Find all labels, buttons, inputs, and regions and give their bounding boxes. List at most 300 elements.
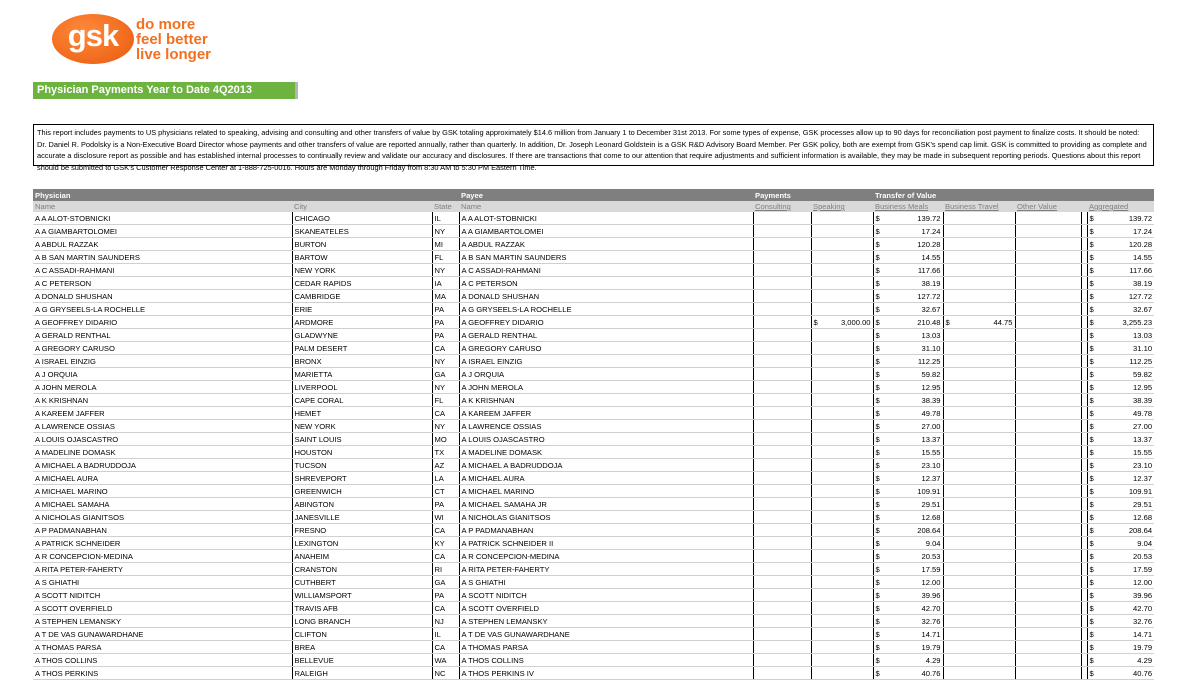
business-meals-value: 112.25 [917,356,941,366]
state: NY [432,264,459,277]
business-meals [873,641,943,654]
brand-tagline [136,17,211,62]
table-row [33,225,1154,238]
speaking [811,420,873,433]
city: HOUSTON [292,446,432,459]
aggregated-value: 20.53 [1133,551,1153,561]
aggregated [1087,277,1154,290]
business-meals-value: 14.55 [921,252,941,262]
physician-name: A THOS PERKINS [33,667,292,680]
table-row [33,381,1154,394]
city: BARTOW [292,251,432,264]
payee-name: A SCOTT OVERFIELD [459,602,753,615]
currency-symbol: $ [875,434,880,444]
table-row [33,563,1154,576]
consulting [753,485,811,498]
business-meals [873,537,943,550]
table-row [33,316,1154,329]
state: PA [432,316,459,329]
city: CAMBRIDGE [292,290,432,303]
aggregated [1087,420,1154,433]
currency-symbol: $ [1089,512,1094,522]
consulting [753,290,811,303]
currency-symbol: $ [813,317,818,327]
consulting [753,446,811,459]
business-travel [943,290,1015,303]
payee-name: A THOMAS PARSA [459,641,753,654]
business-meals-value: 15.55 [921,447,941,457]
consulting [753,459,811,472]
speaking [811,537,873,550]
currency-symbol: $ [875,499,880,509]
physician-name: A B SAN MARTIN SAUNDERS [33,251,292,264]
currency-symbol: $ [875,265,880,275]
currency-symbol: $ [1089,655,1094,665]
city: LIVERPOOL [292,381,432,394]
payee-name: A MADELINE DOMASK [459,446,753,459]
physician-name: A J ORQUIA [33,368,292,381]
aggregated [1087,355,1154,368]
physician-name: A THOMAS PARSA [33,641,292,654]
currency-symbol: $ [875,382,880,392]
aggregated [1087,654,1154,667]
city: BREA [292,641,432,654]
group-header-row [33,189,1154,201]
speaking [811,290,873,303]
tagline-line-1: do more [136,16,196,33]
aggregated [1087,628,1154,641]
payee-name: A STEPHEN LEMANSKY [459,615,753,628]
business-travel [943,407,1015,420]
currency-symbol: $ [875,525,880,535]
other-value [1015,303,1081,316]
business-meals-value: 208.64 [917,525,941,535]
aggregated-value: 32.76 [1133,616,1153,626]
payee-name: A ABDUL RAZZAK [459,238,753,251]
consulting [753,316,811,329]
currency-symbol: $ [1089,330,1094,340]
aggregated-value: 13.37 [1133,434,1153,444]
aggregated [1087,381,1154,394]
currency-symbol: $ [1089,408,1094,418]
other-value [1015,576,1081,589]
business-meals [873,563,943,576]
business-meals-value: 12.00 [921,577,941,587]
physician-name: A GEOFFREY DIDARIO [33,316,292,329]
business-meals [873,589,943,602]
table-row [33,342,1154,355]
speaking [811,433,873,446]
currency-symbol: $ [875,473,880,483]
business-meals [873,329,943,342]
business-travel [943,576,1015,589]
other-value [1015,589,1081,602]
consulting [753,628,811,641]
business-meals [873,615,943,628]
business-meals [873,654,943,667]
speaking [811,251,873,264]
currency-symbol: $ [1089,460,1094,470]
other-value [1015,563,1081,576]
physician-name: A GERALD RENTHAL [33,329,292,342]
aggregated [1087,550,1154,563]
payee-name: A PATRICK SCHNEIDER II [459,537,753,550]
business-meals-value: 32.67 [921,304,941,314]
business-travel [943,602,1015,615]
aggregated [1087,589,1154,602]
speaking [811,264,873,277]
payee-name: A GERALD RENTHAL [459,329,753,342]
business-meals-value: 13.03 [921,330,941,340]
state: RI [432,563,459,576]
city: SAINT LOUIS [292,433,432,446]
aggregated [1087,524,1154,537]
business-travel [943,667,1015,680]
other-value [1015,446,1081,459]
other-value [1015,459,1081,472]
payee-name: A A GIAMBARTOLOMEI [459,225,753,238]
payee-name: A T DE VAS GUNAWARDHANE [459,628,753,641]
aggregated [1087,576,1154,589]
table-row [33,329,1154,342]
speaking [811,511,873,524]
currency-symbol: $ [1089,239,1094,249]
aggregated-value: 14.55 [1133,252,1153,262]
state: CA [432,407,459,420]
state: FL [432,251,459,264]
speaking [811,563,873,576]
currency-symbol: $ [875,421,880,431]
business-travel [943,459,1015,472]
payee-name: A SCOTT NIDITCH [459,589,753,602]
currency-symbol: $ [1089,343,1094,353]
business-meals [873,368,943,381]
business-meals-value: 12.95 [921,382,941,392]
business-meals-value: 19.79 [921,642,941,652]
business-travel [943,355,1015,368]
speaking [811,615,873,628]
business-travel [943,303,1015,316]
aggregated [1087,615,1154,628]
physician-name: A SCOTT NIDITCH [33,589,292,602]
business-travel [943,368,1015,381]
business-travel-value: 44.75 [993,317,1013,327]
consulting [753,641,811,654]
aggregated [1087,290,1154,303]
state: KY [432,537,459,550]
currency-symbol: $ [875,551,880,561]
aggregated [1087,459,1154,472]
consulting [753,537,811,550]
state: NC [432,667,459,680]
aggregated [1087,238,1154,251]
consulting [753,303,811,316]
state: MI [432,238,459,251]
consulting [753,667,811,680]
physician-name: A P PADMANABHAN [33,524,292,537]
business-meals [873,381,943,394]
state: CA [432,641,459,654]
table-row [33,290,1154,303]
table-row [33,667,1154,680]
business-meals-value: 49.78 [921,408,941,418]
currency-symbol: $ [875,304,880,314]
business-meals-value: 20.53 [921,551,941,561]
currency-symbol: $ [875,538,880,548]
aggregated [1087,537,1154,550]
consulting [753,329,811,342]
other-value [1015,498,1081,511]
payee-name: A G GRYSEELS-LA ROCHELLE [459,303,753,316]
table-row [33,628,1154,641]
currency-symbol: $ [1089,265,1094,275]
speaking [811,394,873,407]
speaking [811,368,873,381]
consulting [753,563,811,576]
aggregated-value: 40.76 [1133,668,1153,678]
aggregated [1087,407,1154,420]
aggregated-value: 3,255.23 [1122,317,1153,327]
table-row [33,420,1154,433]
city: SHREVEPORT [292,472,432,485]
business-meals [873,472,943,485]
state: IL [432,212,459,225]
business-meals [873,550,943,563]
city: ERIE [292,303,432,316]
currency-symbol: $ [1089,473,1094,483]
physician-name: A C PETERSON [33,277,292,290]
city: TRAVIS AFB [292,602,432,615]
payee-name: A S GHIATHI [459,576,753,589]
speaking [811,238,873,251]
aggregated [1087,667,1154,680]
payee-name: A NICHOLAS GIANITSOS [459,511,753,524]
physician-name: A MICHAEL A BADRUDDOJA [33,459,292,472]
aggregated-value: 14.71 [1133,629,1153,639]
consulting [753,342,811,355]
aggregated-value: 59.82 [1133,369,1153,379]
business-meals [873,667,943,680]
business-meals-value: 120.28 [917,239,941,249]
state: MO [432,433,459,446]
city: LEXINGTON [292,537,432,550]
consulting [753,576,811,589]
business-travel [943,251,1015,264]
state: NY [432,355,459,368]
payee-name: A R CONCEPCION-MEDINA [459,550,753,563]
business-meals [873,485,943,498]
currency-symbol: $ [1089,603,1094,613]
business-meals [873,407,943,420]
physician-name: A MICHAEL SAMAHA [33,498,292,511]
state: LA [432,472,459,485]
table-row [33,511,1154,524]
table-row [33,472,1154,485]
city: CLIFTON [292,628,432,641]
speaking [811,498,873,511]
business-meals [873,628,943,641]
currency-symbol: $ [875,655,880,665]
aggregated-value: 12.37 [1133,473,1153,483]
business-travel [943,589,1015,602]
business-meals-value: 139.72 [917,213,941,223]
payee-name: A GREGORY CARUSO [459,342,753,355]
state: IA [432,277,459,290]
physician-name: A S GHIATHI [33,576,292,589]
consulting [753,524,811,537]
physician-name: A RITA PETER-FAHERTY [33,563,292,576]
state: TX [432,446,459,459]
other-value [1015,368,1081,381]
business-travel [943,511,1015,524]
state: AZ [432,459,459,472]
business-meals-value: 38.39 [921,395,941,405]
currency-symbol: $ [1089,629,1094,639]
business-travel [943,316,1015,329]
payee-name: A ISRAEL EINZIG [459,355,753,368]
city: ARDMORE [292,316,432,329]
payee-name: A B SAN MARTIN SAUNDERS [459,251,753,264]
currency-symbol: $ [875,590,880,600]
col-other: Other Value [1015,201,1081,212]
logo-text: gsk [67,18,119,53]
business-meals-value: 38.19 [921,278,941,288]
aggregated-value: 39.96 [1133,590,1153,600]
table-row [33,459,1154,472]
aggregated [1087,225,1154,238]
consulting [753,511,811,524]
intro-paragraph: This report includes payments to US physicians related to speaking, advising and consulting and other transfers of value by GSK totaling approximately $14.6 million from January 1 to December 31st 2013. For some types of expense, GSK processes allow up to 90 days for reconciliation post payment to finalize costs. It should be noted: Dr. Daniel R. Podolsky is a Non-Executive Board Director whose payments and other transfers of value are reported annually, rather than quarterly. In addition, Dr. Joseph Leonard Goldstein is a GSK R&D Advisory Board Member. Per GSK policy, both are exempt from GSK's spend cap limit. GSK is committed to providing as complete and accurate a disclosure report as possible and has established internal processes to continually review and validate our accuracy and disclosures. If there are transactions that come to our attention that require adjustments and sufficient information is available, they may be made in subsequent reporting periods. Questions about this report should be submitted to GSK's Customer Response Center at 1-888-725-0016. Hours are Monday through Friday from 8:30 AM to 5:30 PM Eastern Time. [33,124,1154,166]
consulting [753,212,811,225]
business-meals-value: 23.10 [921,460,941,470]
speaking [811,329,873,342]
consulting [753,225,811,238]
aggregated-value: 38.39 [1133,395,1153,405]
col-payee-name: Name [459,201,753,212]
city: FRESNO [292,524,432,537]
other-value [1015,316,1081,329]
currency-symbol: $ [875,512,880,522]
payee-name: A MICHAEL A BADRUDDOJA [459,459,753,472]
business-meals [873,524,943,537]
city: RALEIGH [292,667,432,680]
currency-symbol: $ [875,616,880,626]
speaking [811,407,873,420]
business-travel [943,615,1015,628]
speaking [811,602,873,615]
business-meals [873,212,943,225]
aggregated [1087,446,1154,459]
other-value [1015,628,1081,641]
business-meals-value: 42.70 [921,603,941,613]
business-meals [873,511,943,524]
physician-name: A NICHOLAS GIANITSOS [33,511,292,524]
business-meals [873,459,943,472]
other-value [1015,524,1081,537]
business-travel [943,264,1015,277]
payee-name: A A ALOT-STOBNICKI [459,212,753,225]
payee-name: A THOS PERKINS IV [459,667,753,680]
city: JANESVILLE [292,511,432,524]
consulting [753,264,811,277]
business-meals-value: 40.76 [921,668,941,678]
currency-symbol: $ [1089,252,1094,262]
aggregated [1087,433,1154,446]
table-body [33,212,1154,680]
consulting [753,615,811,628]
other-value [1015,615,1081,628]
aggregated [1087,368,1154,381]
payee-name: A J ORQUIA [459,368,753,381]
col-city: City [292,201,432,212]
business-meals [873,446,943,459]
group-payments: Payments [753,189,873,201]
physician-name: A STEPHEN LEMANSKY [33,615,292,628]
group-physician: Physician [33,189,459,201]
business-travel [943,472,1015,485]
physician-name: A PATRICK SCHNEIDER [33,537,292,550]
consulting [753,498,811,511]
business-meals-value: 210.48 [917,317,941,327]
city: TUCSON [292,459,432,472]
city: SKANEATELES [292,225,432,238]
consulting [753,277,811,290]
aggregated [1087,498,1154,511]
city: PALM DESERT [292,342,432,355]
table-row [33,394,1154,407]
currency-symbol: $ [875,642,880,652]
consulting [753,472,811,485]
aggregated-value: 12.00 [1133,577,1153,587]
aggregated-value: 17.59 [1133,564,1153,574]
aggregated-value: 9.04 [1137,538,1153,548]
payee-name: A K KRISHNAN [459,394,753,407]
business-meals-value: 14.71 [921,629,941,639]
aggregated-value: 32.67 [1133,304,1153,314]
consulting [753,420,811,433]
aggregated-value: 17.24 [1133,226,1153,236]
table-row [33,498,1154,511]
consulting [753,654,811,667]
other-value [1015,537,1081,550]
other-value [1015,225,1081,238]
business-travel [943,524,1015,537]
physician-name: A R CONCEPCION-MEDINA [33,550,292,563]
aggregated-value: 4.29 [1137,655,1153,665]
business-travel [943,329,1015,342]
column-header-row [33,201,1154,212]
business-meals-value: 13.37 [921,434,941,444]
group-transfer: Transfer of Value [873,189,1154,201]
city: BELLEVUE [292,654,432,667]
currency-symbol: $ [875,239,880,249]
col-travel: Business Travel [943,201,1015,212]
business-meals [873,316,943,329]
consulting [753,394,811,407]
business-travel [943,342,1015,355]
col-consulting: Consulting [753,201,811,212]
speaking [811,550,873,563]
business-meals-value: 59.82 [921,369,941,379]
currency-symbol: $ [1089,395,1094,405]
currency-symbol: $ [875,343,880,353]
report-title: Physician Payments Year to Date 4Q2013 [33,82,295,99]
payee-name: A LOUIS OJASCASTRO [459,433,753,446]
col-speaking: Speaking [811,201,873,212]
payee-name: A DONALD SHUSHAN [459,290,753,303]
other-value [1015,511,1081,524]
state: NJ [432,615,459,628]
